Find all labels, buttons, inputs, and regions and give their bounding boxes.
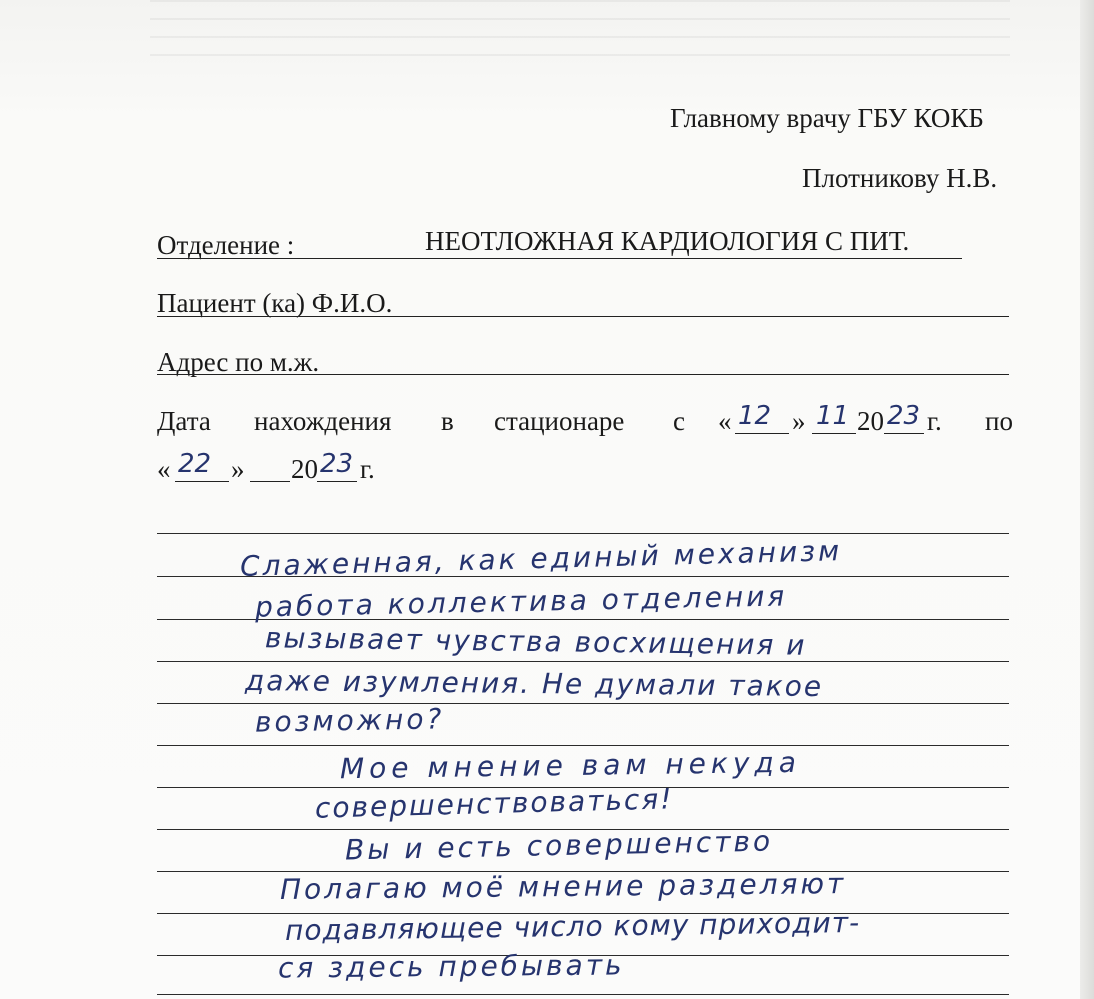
handwritten-line: вызывает чувства восхищения и [264, 621, 807, 662]
stay-to-day: 22 [178, 449, 212, 479]
stay-to-year-mark: г. [360, 454, 375, 484]
ruled-line [157, 661, 1009, 662]
handwritten-line: Полагаю моё мнение разделяют [279, 867, 847, 906]
handwritten-line: Вы и есть совершенство [344, 824, 774, 867]
ruled-line [157, 994, 1009, 995]
ruled-line [157, 745, 1009, 746]
stay-from-month: 11 [816, 401, 850, 431]
stay-from-open-quote: « [718, 406, 732, 436]
ruled-line [157, 703, 1009, 704]
department-underline [157, 258, 962, 259]
address-label: Адрес по м.ж. [157, 347, 320, 377]
stay-word-finding: нахождения [254, 406, 392, 436]
stay-to-day-blank [175, 481, 229, 482]
bleed-through-text [150, 0, 1010, 60]
handwritten-line: работа коллектива отделения [254, 579, 788, 624]
stay-to-close-quote: » [231, 454, 245, 484]
patient-label: Пациент (ка) Ф.И.О. [157, 288, 393, 318]
stay-word-hospital: стационаре [494, 406, 625, 436]
stay-from-year-mark: г. [927, 406, 942, 436]
stay-from-year-suffix: 23 [887, 401, 921, 431]
stay-to-year-blank [317, 481, 357, 482]
stay-from-close-quote: » [792, 406, 806, 436]
address-underline [157, 374, 1009, 375]
stay-from-month-blank [812, 433, 856, 434]
handwritten-line: Мое мнение вам некуда [339, 745, 802, 786]
stay-from-day: 12 [738, 401, 772, 431]
stay-word-to: по [985, 406, 1013, 436]
handwritten-line: ся здесь пребывать [277, 948, 625, 985]
handwritten-line: подавляющее число кому приходит- [284, 905, 861, 948]
stay-to-open-quote: « [157, 454, 171, 484]
stay-to-year-suffix: 23 [320, 449, 354, 479]
stay-from-year-prefix: 20 [857, 406, 884, 436]
ruled-line [157, 533, 1009, 534]
page-edge-shadow [1080, 0, 1094, 999]
handwritten-line: даже изумления. Не думали такое [244, 663, 824, 704]
stay-to-year-prefix: 20 [291, 454, 318, 484]
stay-from-day-blank [735, 433, 789, 434]
addressee-line-2: Плотникову Н.В. [802, 163, 998, 193]
department-value: НЕОТЛОЖНАЯ КАРДИОЛОГИЯ С ПИТ. [425, 226, 910, 256]
stay-from-year-blank [884, 433, 924, 434]
handwritten-line: совершенствоваться! [314, 782, 674, 825]
handwritten-line: Слаженная, как единый механизм [239, 534, 843, 583]
stay-word-in: в [441, 406, 454, 436]
stay-word-date: Дата [157, 406, 211, 436]
stay-word-from: с [673, 406, 685, 436]
department-label: Отделение : [157, 230, 295, 260]
patient-underline [157, 316, 1009, 317]
handwritten-line: возможно? [254, 702, 445, 739]
addressee-line-1: Главному врачу ГБУ КОКБ [670, 103, 984, 133]
stay-to-month-blank [250, 481, 290, 482]
